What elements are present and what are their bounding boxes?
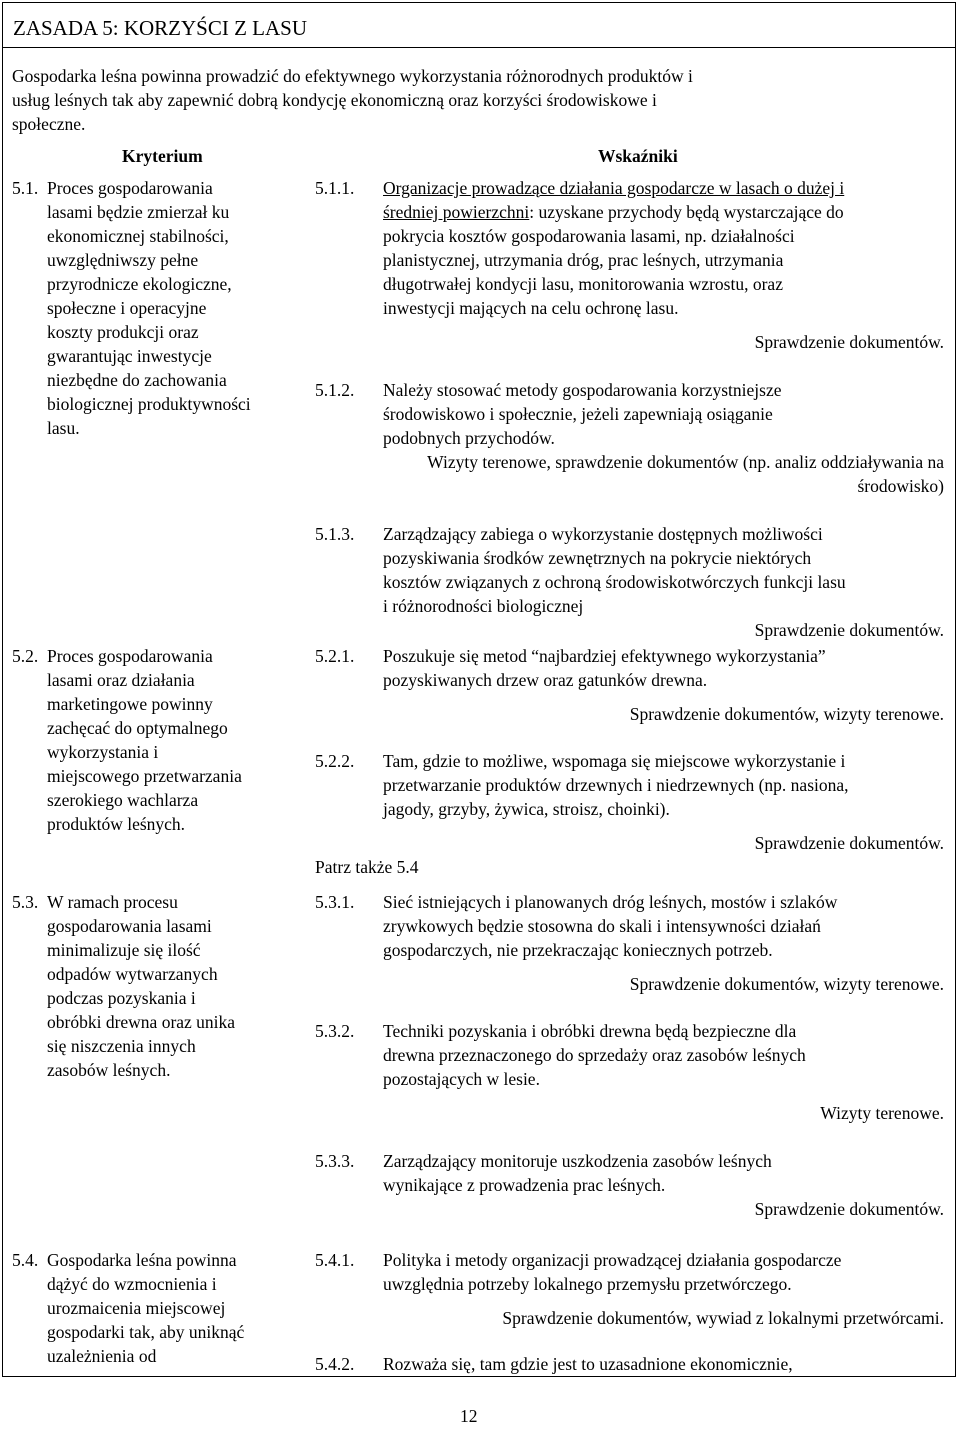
criterion-line: koszty produkcji oraz — [47, 322, 199, 342]
line-continuation: : uzyskane przychody będą wystarczające do — [529, 202, 844, 222]
criterion-line: ekonomicznej stabilności, — [47, 226, 229, 246]
indicator-line: przetwarzanie produktów drzewnych i niedrzewnych (np. nasiona, — [383, 775, 849, 795]
indicator-line: uwzględnia potrzeby lokalnego przemysłu przetwórczego. — [383, 1274, 792, 1294]
indicator-line: Poszukuje się metod “najbardziej efektywnego wykorzystania” — [383, 646, 826, 666]
verification-method: Sprawdzenie dokumentów. — [754, 1199, 944, 1219]
indicator-line: gospodarczych, nie przekraczając koniecznych potrzeb. — [383, 940, 773, 960]
indicator-number: 5.3.1. — [315, 892, 355, 912]
indicator-line: pozostających w lesie. — [383, 1069, 540, 1089]
criterion-line: lasu. — [47, 418, 80, 438]
verification-method: Sprawdzenie dokumentów, wizyty terenowe. — [629, 974, 944, 994]
indicator-line: pozyskiwanych drzew oraz gatunków drewna. — [383, 670, 708, 690]
underlined-term: średniej powierzchni — [383, 202, 530, 222]
criterion-line: biologicznej produktywności — [47, 394, 251, 414]
indicator-number: 5.3.3. — [315, 1151, 355, 1171]
verification-method: Sprawdzenie dokumentów. — [754, 833, 944, 853]
indicator-line: drewna przeznaczonego do sprzedaży oraz zasobów leśnych — [383, 1045, 806, 1065]
criterion-line: minimalizuje się ilość — [47, 940, 201, 960]
indicator-line: zrywkowych będzie stosowna do skali i intensywności działań — [383, 916, 821, 936]
criterion-number: 5.1. — [12, 178, 39, 198]
indicator-number: 5.1.2. — [315, 380, 355, 400]
column-header-indicators: Wskaźniki — [598, 146, 678, 166]
indicator-line: Organizacje prowadzące działania gospodarcze w lasach o dużej i — [383, 178, 845, 198]
page-number: 12 — [460, 1406, 478, 1426]
verification-method: Sprawdzenie dokumentów, wizyty terenowe. — [629, 704, 944, 724]
criterion-line: Proces gospodarowania — [47, 646, 213, 666]
indicator-line: Zarządzający zabiega o wykorzystanie dostępnych możliwości — [383, 524, 823, 544]
criterion-line: wykorzystania i — [47, 742, 159, 762]
verification-method: Wizyty terenowe. — [820, 1103, 944, 1123]
indicator-line: długotrwałej kondycji lasu, monitorowania wzrostu, oraz — [383, 274, 783, 294]
criterion-line: produktów leśnych. — [47, 814, 186, 834]
indicator-line: Rozważa się, tam gdzie jest to uzasadnione ekonomicznie, — [383, 1354, 793, 1374]
criterion-line: Proces gospodarowania — [47, 178, 213, 198]
indicator-line: Sieć istniejących i planowanych dróg leśnych, mostów i szlaków — [383, 892, 838, 912]
indicator-line: Techniki pozyskania i obróbki drewna będą bezpieczne dla — [383, 1021, 797, 1041]
criterion-line: W ramach procesu — [47, 892, 178, 912]
indicator-line: Należy stosować metody gospodarowania korzystniejsze — [383, 380, 782, 400]
indicator-line: jagody, grzyby, żywica, stroisz, choinki). — [383, 799, 670, 819]
criterion-line: obróbki drewna oraz unika — [47, 1012, 236, 1032]
indicator-line: i różnorodności biologicznej — [383, 596, 584, 616]
indicator-line: Tam, gdzie to możliwe, wspomaga się miejscowe wykorzystanie i — [383, 751, 846, 771]
indicator-number: 5.2.1. — [315, 646, 355, 666]
indicator-number: 5.4.2. — [315, 1354, 355, 1374]
indicator-line: wynikające z prowadzenia prac leśnych. — [383, 1175, 666, 1195]
indicator-line: Zarządzający monitoruje uszkodzenia zasobów leśnych — [383, 1151, 772, 1171]
indicator-line: planistycznej, utrzymania dróg, prac leśnych, utrzymania — [383, 250, 784, 270]
column-header-criterion: Kryterium — [122, 146, 203, 166]
indicator-line: podobnych przychodów. — [383, 428, 555, 448]
criterion-line: odpadów wytwarzanych — [47, 964, 218, 984]
criterion-number: 5.3. — [12, 892, 39, 912]
verification-method: Sprawdzenie dokumentów, wywiad z lokalnymi przetwórcami. — [502, 1308, 944, 1328]
indicator-line: środowiskowo i społecznie, jeżeli zapewniają osiąganie — [383, 404, 773, 424]
indicator-number: 5.3.2. — [315, 1021, 355, 1041]
criterion-line: dążyć do wzmocnienia i — [47, 1274, 217, 1294]
criterion-line: podczas pozyskania i — [47, 988, 196, 1008]
indicator-line: pozyskiwania środków zewnętrznych na pokrycie niektórych — [383, 548, 812, 568]
indicator-line: kosztów związanych z ochroną środowiskotwórczych funkcji lasu — [383, 572, 846, 592]
indicator-number: 5.1.1. — [315, 178, 355, 198]
criterion-line: uwzględniwszy pełne — [47, 250, 199, 270]
criterion-line: uzależnienia od — [47, 1346, 157, 1366]
principle-header-box — [2, 2, 956, 48]
criterion-line: zachęcać do optymalnego — [47, 718, 228, 738]
criterion-line: lasami będzie zmierzał ku — [47, 202, 230, 222]
criterion-line: urozmaicenia miejscowej — [47, 1298, 226, 1318]
criterion-line: marketingowe powinny — [47, 694, 213, 714]
indicator-number: 5.2.2. — [315, 751, 355, 771]
indicator-line — [383, 200, 844, 224]
criterion-line: niezbędne do zachowania — [47, 370, 227, 390]
intro-line: społeczne. — [12, 114, 86, 134]
criterion-line: gospodarowania lasami — [47, 916, 212, 936]
principle-title: ZASADA 5: KORZYŚCI Z LASU — [13, 16, 308, 40]
criterion-line: miejscowego przetwarzania — [47, 766, 242, 786]
criterion-line: gospodarki tak, aby uniknąć — [47, 1322, 245, 1342]
indicator-line: Polityka i metody organizacji prowadzącej działania gospodarcze — [383, 1250, 842, 1270]
see-also-note: Patrz także 5.4 — [315, 857, 419, 877]
criterion-number: 5.2. — [12, 646, 39, 666]
intro-line: Gospodarka leśna powinna prowadzić do efektywnego wykorzystania różnorodnych produktów i — [12, 66, 693, 86]
criterion-line: Gospodarka leśna powinna — [47, 1250, 237, 1270]
criterion-line: szerokiego wachlarza — [47, 790, 199, 810]
verification-method: Wizyty terenowe, sprawdzenie dokumentów (np. analiz oddziaływania na — [427, 452, 944, 472]
criterion-line: się niszczenia innych — [47, 1036, 196, 1056]
criterion-line: przyrodnicze ekologiczne, — [47, 274, 232, 294]
indicator-line: pokrycia kosztów gospodarowania lasami, np. działalności — [383, 226, 795, 246]
verification-method: Sprawdzenie dokumentów. — [754, 620, 944, 640]
intro-line: usług leśnych tak aby zapewnić dobrą kondycję ekonomiczną oraz korzyści środowiskowe i — [12, 90, 657, 110]
indicator-line: inwestycji mających na celu ochronę lasu. — [383, 298, 679, 318]
criterion-number: 5.4. — [12, 1250, 39, 1270]
indicator-number: 5.1.3. — [315, 524, 355, 544]
criterion-line: lasami oraz działania — [47, 670, 195, 690]
criterion-line: społeczne i operacyjne — [47, 298, 207, 318]
criterion-line: gwarantując inwestycje — [47, 346, 212, 366]
criterion-line: zasobów leśnych. — [47, 1060, 171, 1080]
indicator-number: 5.4.1. — [315, 1250, 355, 1270]
verification-method: środowisko) — [857, 476, 944, 496]
verification-method: Sprawdzenie dokumentów. — [754, 332, 944, 352]
